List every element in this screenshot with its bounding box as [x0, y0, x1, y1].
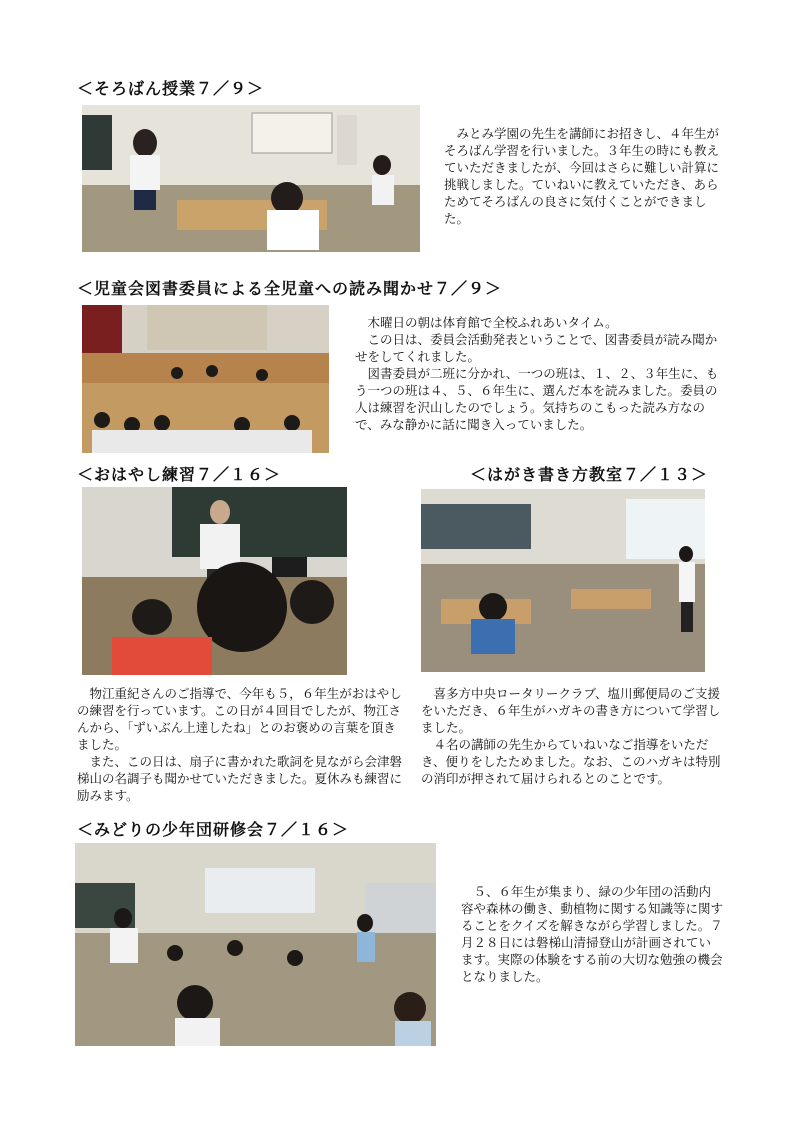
soroban-body: みとみ学園の先生を講師にお招きし、４年生がそろばん学習を行いました。３年生の時にも教えていただきましたが、今回はさらに難しい計算に挑戦しました。ていねいに教えていただき、あらためてそろばんの良さに気付くことができました。 [444, 126, 720, 226]
midori-description [461, 883, 723, 985]
reading-heading: ＜児童会図書委員による全児童への読み聞かせ７／９＞ [77, 279, 503, 298]
hagaki-heading: ＜はがき書き方教室７／１３＞ [470, 465, 709, 484]
hagaki-description [421, 685, 723, 787]
reading-gym-photo [82, 305, 329, 453]
reading-paragraph-3: 図書委員が二班に分かれ、一つの班は、１、２、３年生に、もう一つの班は４、５、６年生に、選んだ本を読みました。委員の人は練習を沢山したのでしょう。気持ちのこもった読み方なので、みな静かに話に聞き入っていました。 [355, 366, 719, 432]
reading-paragraph-1: 木曜日の朝は体育館で全校ふれあいタイム。 [355, 315, 618, 330]
hagaki-paragraph-1: 喜多方中央ロータリークラブ、塩川郵便局のご支援をいただき、６年生がハガキの書き方について学習しました。 [421, 686, 721, 735]
reading-description [355, 314, 723, 433]
soroban-class-photo [82, 105, 420, 252]
midori-heading: ＜みどりの少年団研修会７／１６＞ [77, 820, 350, 839]
ohayashi-paragraph-2: また、この日は、扇子に書かれた歌詞を見ながら会津磐梯山の名調子も聞かせていただきました。夏休みも練習に励みます。 [77, 754, 403, 803]
ohayashi-practice-photo [82, 487, 347, 675]
midori-classroom-photo [75, 843, 436, 1046]
ohayashi-description [77, 685, 407, 804]
hagaki-classroom-photo [421, 489, 705, 672]
soroban-description [444, 125, 724, 227]
hagaki-paragraph-2: ４名の講師の先生からていねいなご指導をいただき、便りをしたためました。なお、このハガキは特別の消印が押されて届けられるとのことです。 [421, 737, 721, 786]
reading-paragraph-2: この日は、委員会活動発表ということで、図書委員が読み聞かせをしてくれました。 [355, 332, 718, 364]
midori-body: ５、６年生が集まり、緑の少年団の活動内容や森林の働き、動植物に関する知識等に関することをクイズを解きながら学習しました。７月２８日には磐梯山清掃登山が計画されています。実際の体験をする前の大切な勉強の機会となりました。 [461, 884, 724, 984]
ohayashi-heading: ＜おはやし練習７／１６＞ [77, 465, 282, 484]
soroban-heading: ＜そろばん授業７／９＞ [77, 79, 265, 98]
ohayashi-paragraph-1: 物江重紀さんのご指導で、今年も５，６年生がおはやしの練習を行っています。この日が４回目でしたが、物江さんから、「ずいぶん上達したね」とのお褒めの言葉を頂きました。 [77, 686, 402, 752]
